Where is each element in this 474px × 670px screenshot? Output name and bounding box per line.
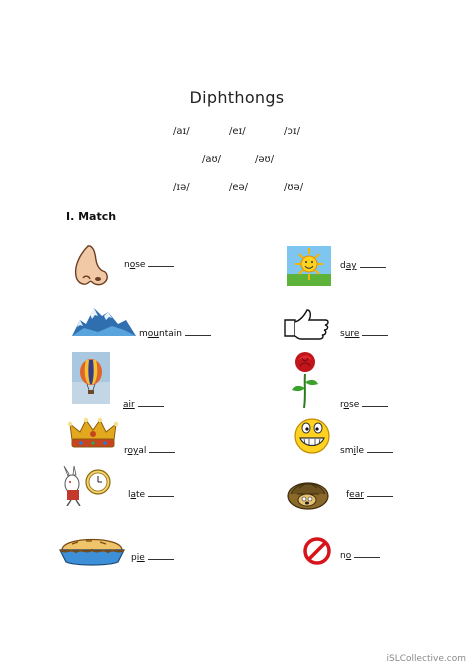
section-title: I. Match bbox=[66, 210, 117, 223]
answer-blank[interactable] bbox=[362, 327, 388, 336]
answer-blank[interactable] bbox=[362, 398, 388, 407]
mountain-icon bbox=[72, 302, 136, 336]
word-air: air bbox=[123, 398, 164, 410]
symbol-ai: /aɪ/ bbox=[173, 126, 190, 137]
symbol-ei: /eɪ/ bbox=[229, 126, 246, 137]
word-late: late bbox=[128, 488, 174, 500]
nose-icon bbox=[70, 244, 112, 288]
sun-icon bbox=[287, 246, 331, 286]
answer-blank[interactable] bbox=[354, 549, 380, 558]
symbol-ea: /eə/ bbox=[229, 182, 249, 193]
word-mountain: mountain bbox=[139, 327, 211, 339]
answer-blank[interactable] bbox=[148, 551, 174, 560]
pie-icon bbox=[58, 528, 126, 568]
word-rose: rose bbox=[340, 398, 388, 410]
hot-air-balloon-icon bbox=[72, 352, 110, 404]
smiley-icon bbox=[292, 416, 332, 456]
answer-blank[interactable] bbox=[138, 398, 164, 407]
rose-icon bbox=[288, 350, 322, 410]
symbol-ia: /ɪə/ bbox=[173, 182, 190, 193]
word-sure: sure bbox=[340, 327, 388, 339]
symbol-ua: /ʊə/ bbox=[284, 182, 304, 193]
thumbs-up-icon bbox=[283, 308, 333, 340]
no-sign-icon bbox=[302, 536, 332, 566]
footer-watermark: iSLCollective.com bbox=[386, 654, 466, 664]
answer-blank[interactable] bbox=[148, 488, 174, 497]
word-smile: smile bbox=[340, 444, 393, 456]
answer-blank[interactable] bbox=[360, 259, 386, 268]
word-nose: nose bbox=[124, 258, 174, 270]
scared-turtle-icon bbox=[283, 472, 333, 512]
symbol-ou: /əʊ/ bbox=[255, 154, 275, 165]
word-no: no bbox=[340, 549, 380, 561]
answer-blank[interactable] bbox=[185, 327, 211, 336]
word-royal: royal bbox=[124, 444, 175, 456]
word-fear: fear bbox=[346, 488, 393, 500]
symbol-au: /aʊ/ bbox=[202, 154, 222, 165]
word-day: day bbox=[340, 259, 386, 271]
answer-blank[interactable] bbox=[149, 444, 175, 453]
symbol-oi: /ɔɪ/ bbox=[284, 126, 300, 137]
late-rabbit-icon bbox=[58, 466, 116, 506]
answer-blank[interactable] bbox=[367, 444, 393, 453]
answer-blank[interactable] bbox=[367, 488, 393, 497]
page-title: Diphthongs bbox=[189, 88, 285, 107]
answer-blank[interactable] bbox=[148, 258, 174, 267]
word-pie: pie bbox=[131, 551, 174, 563]
crown-icon bbox=[68, 414, 118, 450]
